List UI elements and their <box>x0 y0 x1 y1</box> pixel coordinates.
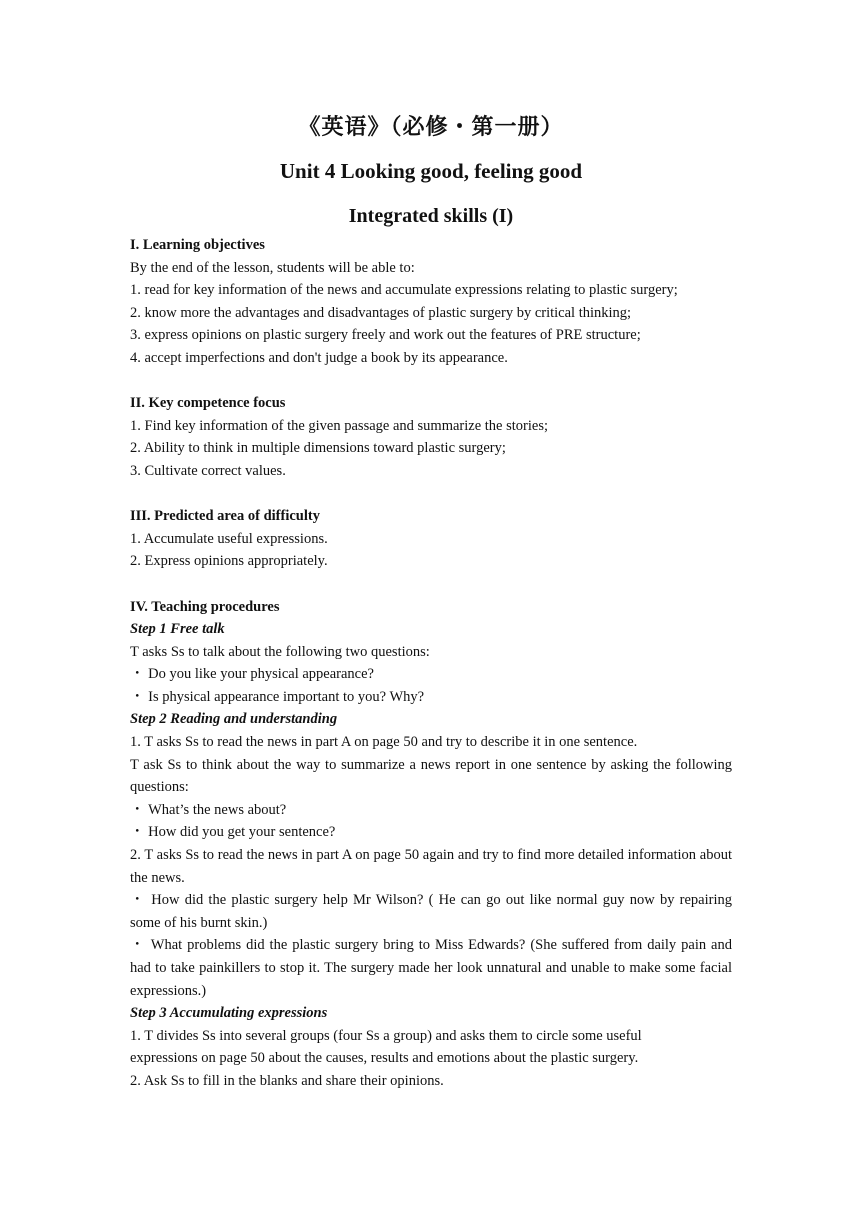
step-1-intro: T asks Ss to talk about the following two questions: <box>130 643 430 660</box>
procedures-heading: IV. Teaching procedures <box>130 598 280 615</box>
document-content <box>130 110 732 1093</box>
objective-item: 3. express opinions on plastic surgery freely and work out the features of PRE structure; <box>130 327 641 344</box>
step-3-paragraph: expressions on page 50 about the causes, results and emotions about the plastic surgery. <box>130 1050 639 1067</box>
step-2-question: ・ What problems did the plastic surgery bring to Miss Edwards? (She suffered from daily pain and had to take painkillers to stop it. The surgery made her look unnatural and unable to make some facial expressions.) <box>130 937 732 999</box>
difficulty-item: 1. Accumulate useful expressions. <box>130 530 328 547</box>
step-2-paragraph: T ask Ss to think about the way to summarize a news report in one sentence by asking the following questions: <box>130 756 732 796</box>
step-2-title: Step 2 Reading and understanding <box>130 711 338 728</box>
competence-item: 1. Find key information of the given passage and summarize the stories; <box>130 417 548 434</box>
textbook-title: 《英语》（必修・第一册） <box>298 115 564 140</box>
objectives-intro: By the end of the lesson, students will be able to: <box>130 259 415 276</box>
step-1-question: ・ Do you like your physical appearance? <box>130 666 374 683</box>
step-2-question: ・ How did the plastic surgery help Mr Wilson? ( He can go out like normal guy now by repairing some of his burnt skin.) <box>130 892 732 931</box>
competence-heading: II. Key competence focus <box>130 395 286 412</box>
difficulty-heading: III. Predicted area of difficulty <box>130 508 320 525</box>
difficulty-item: 2. Express opinions appropriately. <box>130 553 328 570</box>
unit-title: Unit 4 Looking good, feeling good <box>279 159 583 183</box>
step-2-question: ・ How did you get your sentence? <box>130 824 336 841</box>
step-2-paragraph: 1. T asks Ss to read the news in part A on page 50 and try to describe it in one sentence. <box>130 734 638 751</box>
step-1-question: ・ Is physical appearance important to you? Why? <box>130 688 425 705</box>
objective-item: 2. know more the advantages and disadvantages of plastic surgery by critical thinking; <box>130 304 632 321</box>
objective-item: 4. accept imperfections and don't judge a book by its appearance. <box>130 349 508 366</box>
step-1-title: Step 1 Free talk <box>130 621 225 638</box>
spacer <box>130 483 732 506</box>
spacer <box>130 573 732 596</box>
step-2-question: ・ What’s the news about? <box>130 801 287 818</box>
competence-item: 2. Ability to think in multiple dimensions toward plastic surgery; <box>130 440 506 457</box>
competence-item: 3. Cultivate correct values. <box>130 462 286 479</box>
objective-item: 1. read for key information of the news and accumulate expressions relating to plastic surgery; <box>130 282 678 299</box>
spacer <box>130 370 732 393</box>
step-2-paragraph: 2. T asks Ss to read the news in part A on page 50 again and try to find more detailed information about the news. <box>130 847 732 886</box>
step-3-paragraph: 1. T divides Ss into several groups (four Ss a group) and asks them to circle some useful <box>130 1027 642 1044</box>
step-3-title: Step 3 Accumulating expressions <box>130 1005 328 1022</box>
step-3-paragraph: 2. Ask Ss to fill in the blanks and share their opinions. <box>130 1072 444 1089</box>
section-title: Integrated skills (I) <box>348 205 514 227</box>
objectives-heading: I. Learning objectives <box>130 237 265 253</box>
